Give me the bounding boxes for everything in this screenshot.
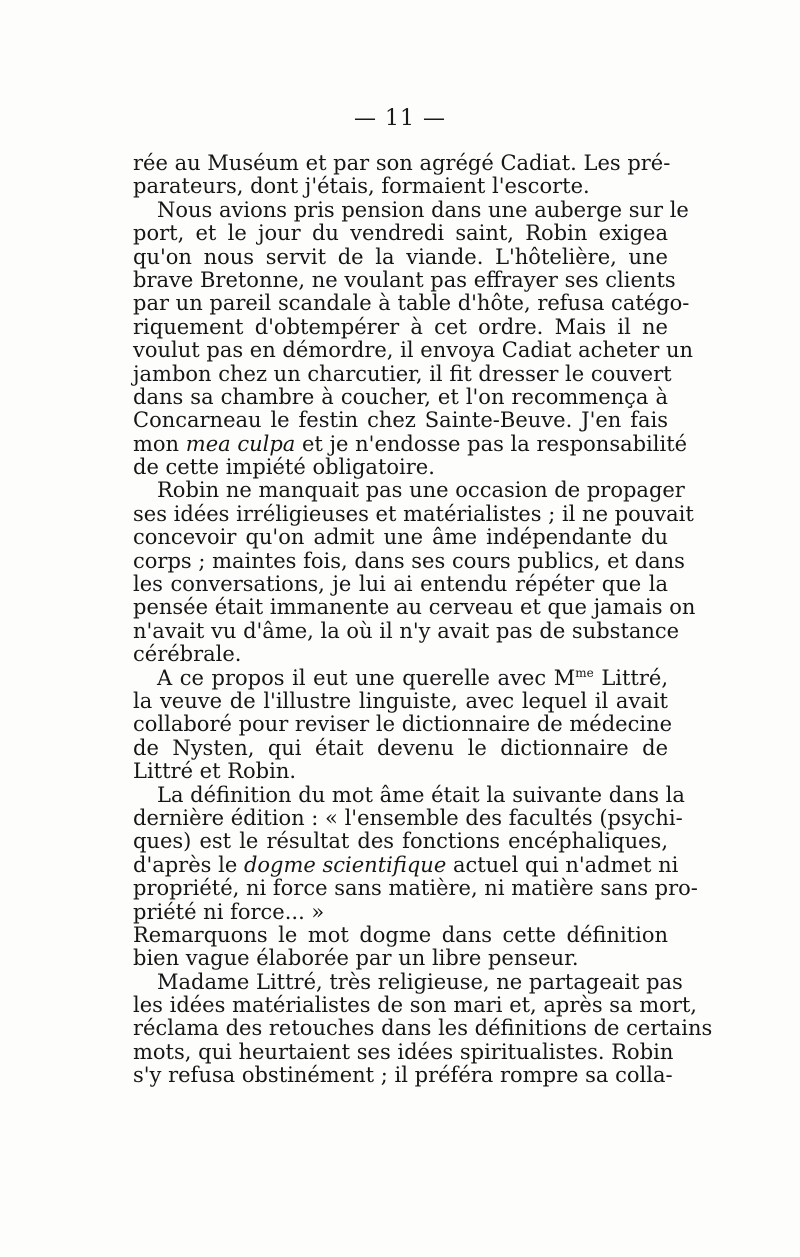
- body-text: [133, 151, 713, 1088]
- text-line: Robin ne manquait pas une occasion de propager: [157, 478, 685, 503]
- page-number: — 11 —: [354, 106, 446, 131]
- text-fragment: actuel qui n'admet ni: [452, 852, 679, 877]
- text-line: collaboré pour reviser le dictionnaire de médecine: [133, 712, 673, 737]
- text-line: les conversations, je lui ai entendu répéter que la: [133, 572, 668, 597]
- text-line: [133, 431, 688, 456]
- text-line: s'y refusa obstinément ; il préféra rompre sa colla-: [133, 1063, 673, 1088]
- text-line: de cette impiété obligatoire.: [133, 455, 435, 480]
- text-line: voulut pas en démordre, il envoya Cadiat acheter un: [133, 338, 694, 363]
- text-line: Nous avions pris pension dans une auberge sur le: [157, 197, 689, 222]
- text-line: Madame Littré, très religieuse, ne partageait pas: [157, 969, 683, 994]
- text-fragment: Littré,: [601, 665, 668, 690]
- text-fragment: mon: [133, 431, 180, 456]
- text-line: mots, qui heurtaient ses idées spiritualistes. Robin: [133, 1039, 674, 1064]
- text-line: par un pareil scandale à table d'hôte, refusa catégo-: [133, 291, 690, 316]
- text-line: ses idées irréligieuses et matérialistes ; il ne pouvait: [133, 501, 694, 526]
- italic-phrase: mea culpa: [185, 431, 296, 456]
- text-line: Concarneau le festin chez Sainte-Beuve. J'en fais: [133, 408, 668, 433]
- text-line: jambon chez un charcutier, il fit dresser le couvert: [133, 361, 672, 386]
- text-line: [133, 852, 679, 877]
- text-line: les idées matérialistes de son mari et, après sa mort,: [133, 993, 697, 1018]
- superscript: me: [575, 665, 594, 680]
- text-fragment: d'après le: [133, 852, 238, 877]
- text-line: pensée était immanente au cerveau et que jamais on: [133, 595, 696, 620]
- text-line: parateurs, dont j'étais, formaient l'escorte.: [133, 174, 590, 199]
- text-line: [133, 667, 668, 690]
- text-line: bien vague élaborée par un libre penseur.: [133, 946, 579, 971]
- text-line: propriété, ni force sans matière, ni matière sans pro-: [133, 876, 698, 901]
- text-line: Littré et Robin.: [133, 759, 297, 784]
- text-line: priété ni force... »: [133, 899, 325, 924]
- text-line: port, et le jour du vendredi saint, Robin exigea: [133, 221, 668, 246]
- text-line: dernière édition : « l'ensemble des facultés (psychi-: [133, 805, 683, 830]
- text-line: qu'on nous servit de la viande. L'hôtelière, une: [133, 244, 668, 269]
- text-fragment: et je n'endosse pas la responsabilité: [301, 431, 688, 456]
- text-line: de Nysten, qui était devenu le dictionnaire de: [133, 735, 668, 760]
- text-line: concevoir qu'on admit une âme indépendante du: [133, 525, 668, 550]
- text-line: corps ; maintes fois, dans ses cours publics, et dans: [133, 548, 685, 573]
- text-line: riquement d'obtempérer à cet ordre. Mais il ne: [133, 314, 668, 339]
- text-line: Remarquons le mot dogme dans cette définition: [133, 922, 668, 947]
- italic-phrase: dogme scientifique: [243, 852, 447, 877]
- text-line: La définition du mot âme était la suivante dans la: [157, 782, 685, 807]
- text-line: dans sa chambre à coucher, et l'on recommença à: [133, 384, 668, 409]
- text-line: réclama des retouches dans les définitions de certains: [133, 1016, 713, 1041]
- text-line: brave Bretonne, ne voulant pas effrayer ses clients: [133, 267, 676, 292]
- text-fragment: A ce propos il eut une querelle avec M: [157, 665, 576, 690]
- text-line: cérébrale.: [133, 642, 242, 667]
- text-line: rée au Muséum et par son agrégé Cadiat. Les pré-: [133, 151, 671, 175]
- text-line: ques) est le résultat des fonctions encéphaliques,: [133, 829, 668, 854]
- text-line: n'avait vu d'âme, la où il n'y avait pas de substance: [133, 618, 680, 643]
- text-line: la veuve de l'illustre linguiste, avec lequel il avait: [133, 688, 668, 713]
